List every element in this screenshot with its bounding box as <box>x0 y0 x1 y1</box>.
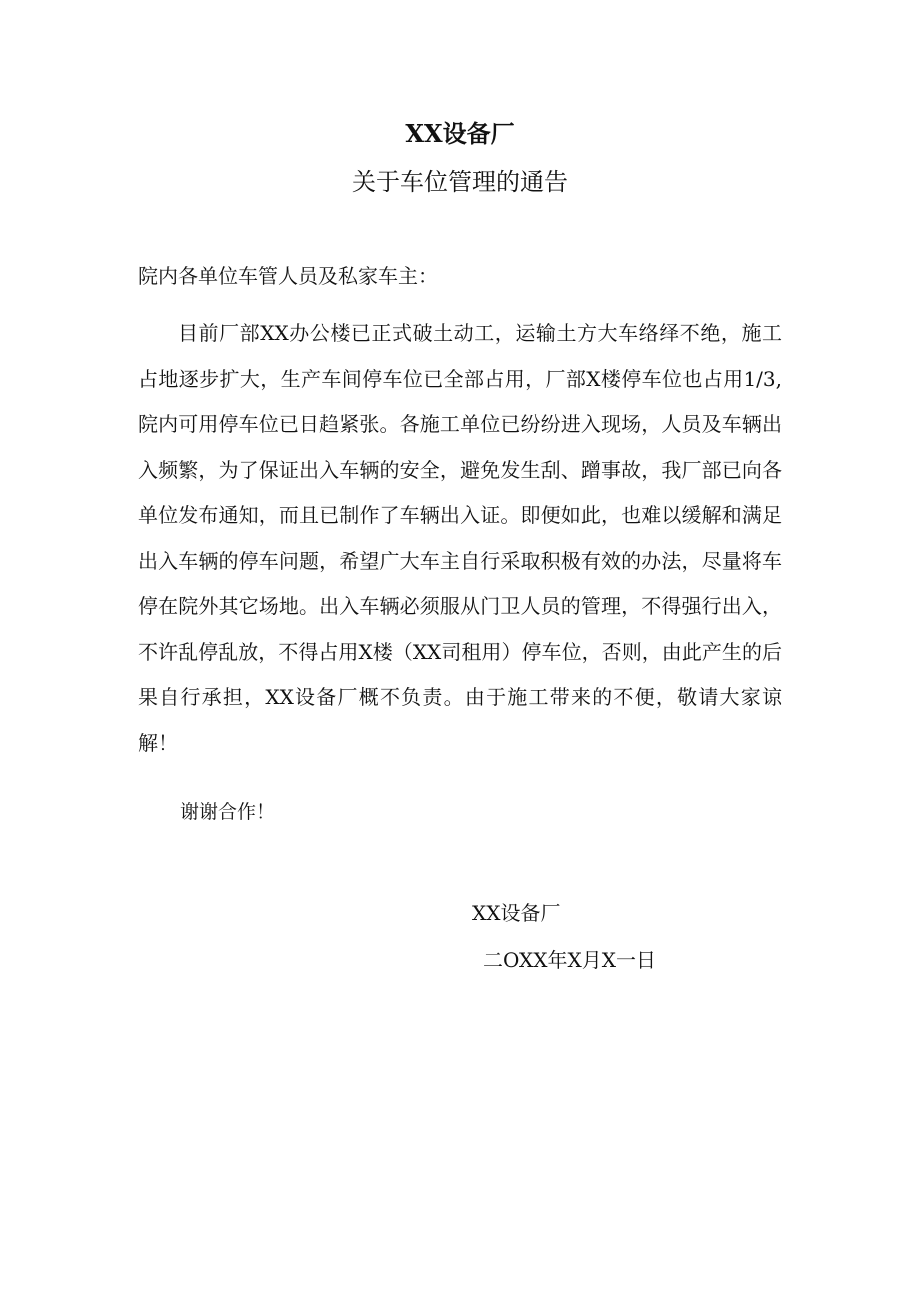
signature-org: XX设备厂 <box>472 901 561 925</box>
closing-thanks: 谢谢合作！ <box>180 801 276 823</box>
signature-date: 二OXX年X月X一日 <box>483 948 656 972</box>
salutation: 院内各单位车管人员及私家车主： <box>138 264 438 288</box>
document-title-org: XX设备厂 <box>405 119 515 148</box>
document-title-subject: 关于车位管理的通告 <box>352 168 568 196</box>
notice-body: 目前厂部XX办公楼已正式破土动工，运输土方大车络绎不绝，施工占地逐步扩大，生产车间停车位已全部占用，厂部X楼停车位也占用1/3,院内可用停车位已日趋紧张。各施工单位已纷纷进入现场，人员及车辆出入频繁，为了保证出入车辆的安全，避免发生刮、蹭事故，我厂部已向各单位发布通知，而且已制作了车辆出入证。即便如此，也难以缓解和满足出入车辆的停车问题，希望广大车主自行采取积极有效的办法，尽量将车停在院外其它场地。出入车辆必须服从门卫人员的管理，不得强行出入，不许乱停乱放，不得占用X楼（XX司租用）停车位，否则，由此产生的后果自行承担，XX设备厂概不负责。由于施工带来的不便，敬请大家谅解！ <box>138 321 782 755</box>
